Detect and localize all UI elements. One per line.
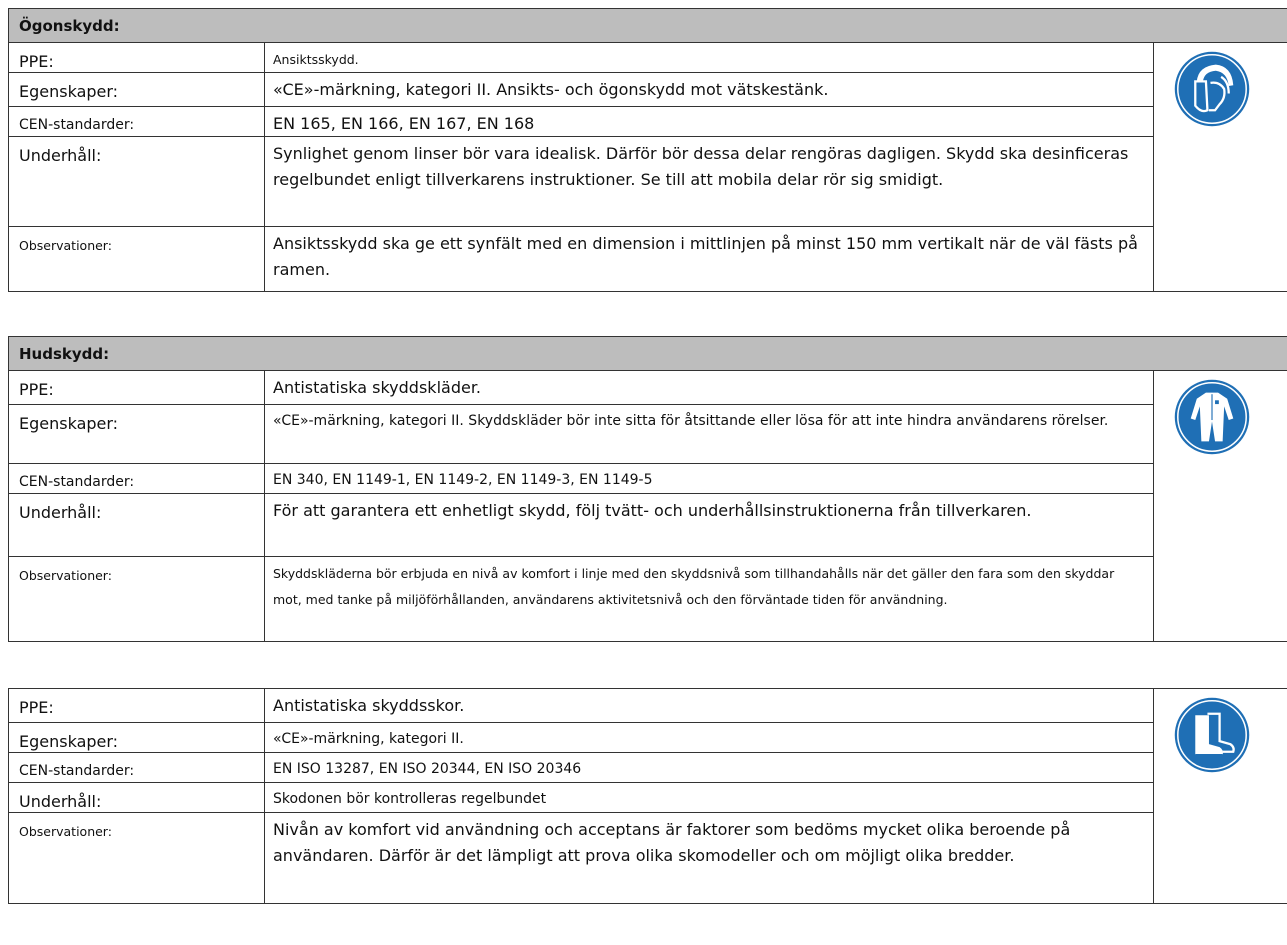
table-row bbox=[9, 753, 1154, 783]
row-label: Egenskaper: bbox=[9, 405, 265, 463]
row-value: För att garantera ett enhetligt skydd, följ tvätt- och underhållsinstruktionerna från tillverkaren. bbox=[265, 494, 1154, 556]
table-row bbox=[9, 689, 1154, 723]
table-row bbox=[9, 73, 1154, 107]
row-label: Underhåll: bbox=[9, 137, 265, 226]
row-label: Underhåll: bbox=[9, 783, 265, 812]
row-label: PPE: bbox=[9, 371, 265, 404]
row-value: Skyddskläderna bör erbjuda en nivå av komfort i linje med den skyddsnivå som tillhandahålls när det gäller den fara som den skyddar mot, med tanke på miljöförhållanden, användarens aktivitetsnivå och den förväntade tiden för användning. bbox=[265, 557, 1154, 641]
safety-boots-icon bbox=[1174, 697, 1250, 773]
row-label: Observationer: bbox=[9, 813, 265, 903]
row-value: Nivån av komfort vid användning och acceptans är faktorer som bedöms mycket olika beroende på användaren. Därför är det lämpligt att prova olika skomodeller och om möjligt olika bredder. bbox=[265, 813, 1154, 903]
table-row bbox=[9, 494, 1154, 557]
foot-protection-section bbox=[8, 688, 1287, 904]
section-title: Hudskydd: bbox=[9, 337, 1287, 371]
row-label: Observationer: bbox=[9, 557, 265, 641]
face-shield-icon bbox=[1174, 51, 1250, 127]
table-row bbox=[9, 371, 1154, 405]
row-label: CEN-standarder: bbox=[9, 753, 265, 782]
protective-suit-icon bbox=[1174, 379, 1250, 455]
row-label: Underhåll: bbox=[9, 494, 265, 556]
table-row bbox=[9, 405, 1154, 464]
row-value: EN 340, EN 1149-1, EN 1149-2, EN 1149-3, EN 1149-5 bbox=[265, 464, 1154, 493]
row-value: EN ISO 13287, EN ISO 20344, EN ISO 20346 bbox=[265, 753, 1154, 782]
row-label: Observationer: bbox=[9, 227, 265, 291]
row-value: Ansiktsskydd. bbox=[265, 43, 1154, 72]
eye-protection-section bbox=[8, 8, 1287, 292]
row-value: Synlighet genom linser bör vara idealisk. Därför bör dessa delar rengöras dagligen. Skydd ska desinficeras regelbundet enligt tillverkarens instruktioner. Se till att mobila delar rör sig smidigt. bbox=[265, 137, 1154, 226]
row-value: EN 165, EN 166, EN 167, EN 168 bbox=[265, 107, 1154, 136]
icon-cell bbox=[1154, 371, 1287, 641]
row-value: Ansiktsskydd ska ge ett synfält med en dimension i mittlinjen på minst 150 mm vertikalt när de väl fästs på ramen. bbox=[265, 227, 1154, 291]
table-row bbox=[9, 137, 1154, 227]
icon-cell bbox=[1154, 43, 1287, 291]
table-row bbox=[9, 783, 1154, 813]
row-value: Skodonen bör kontrolleras regelbundet bbox=[265, 783, 1154, 812]
table-row bbox=[9, 464, 1154, 494]
table-row bbox=[9, 227, 1154, 291]
icon-cell bbox=[1154, 689, 1287, 903]
row-label: Egenskaper: bbox=[9, 73, 265, 106]
skin-protection-section bbox=[8, 336, 1287, 642]
row-label: Egenskaper: bbox=[9, 723, 265, 752]
table-row bbox=[9, 107, 1154, 137]
row-label: PPE: bbox=[9, 43, 265, 72]
row-value: «CE»-märkning, kategori II. Skyddskläder bör inte sitta för åtsittande eller lösa för att inte hindra användarens rörelser. bbox=[265, 405, 1154, 463]
table-row bbox=[9, 723, 1154, 753]
table-row bbox=[9, 813, 1154, 903]
table-row bbox=[9, 43, 1154, 73]
row-value: «CE»-märkning, kategori II. Ansikts- och ögonskydd mot vätskestänk. bbox=[265, 73, 1154, 106]
row-value: Antistatiska skyddsskor. bbox=[265, 689, 1154, 722]
row-value: «CE»-märkning, kategori II. bbox=[265, 723, 1154, 752]
section-title: Ögonskydd: bbox=[9, 9, 1287, 43]
row-label: CEN-standarder: bbox=[9, 107, 265, 136]
row-label: PPE: bbox=[9, 689, 265, 722]
row-label: CEN-standarder: bbox=[9, 464, 265, 493]
table-row bbox=[9, 557, 1154, 641]
row-value: Antistatiska skyddskläder. bbox=[265, 371, 1154, 404]
